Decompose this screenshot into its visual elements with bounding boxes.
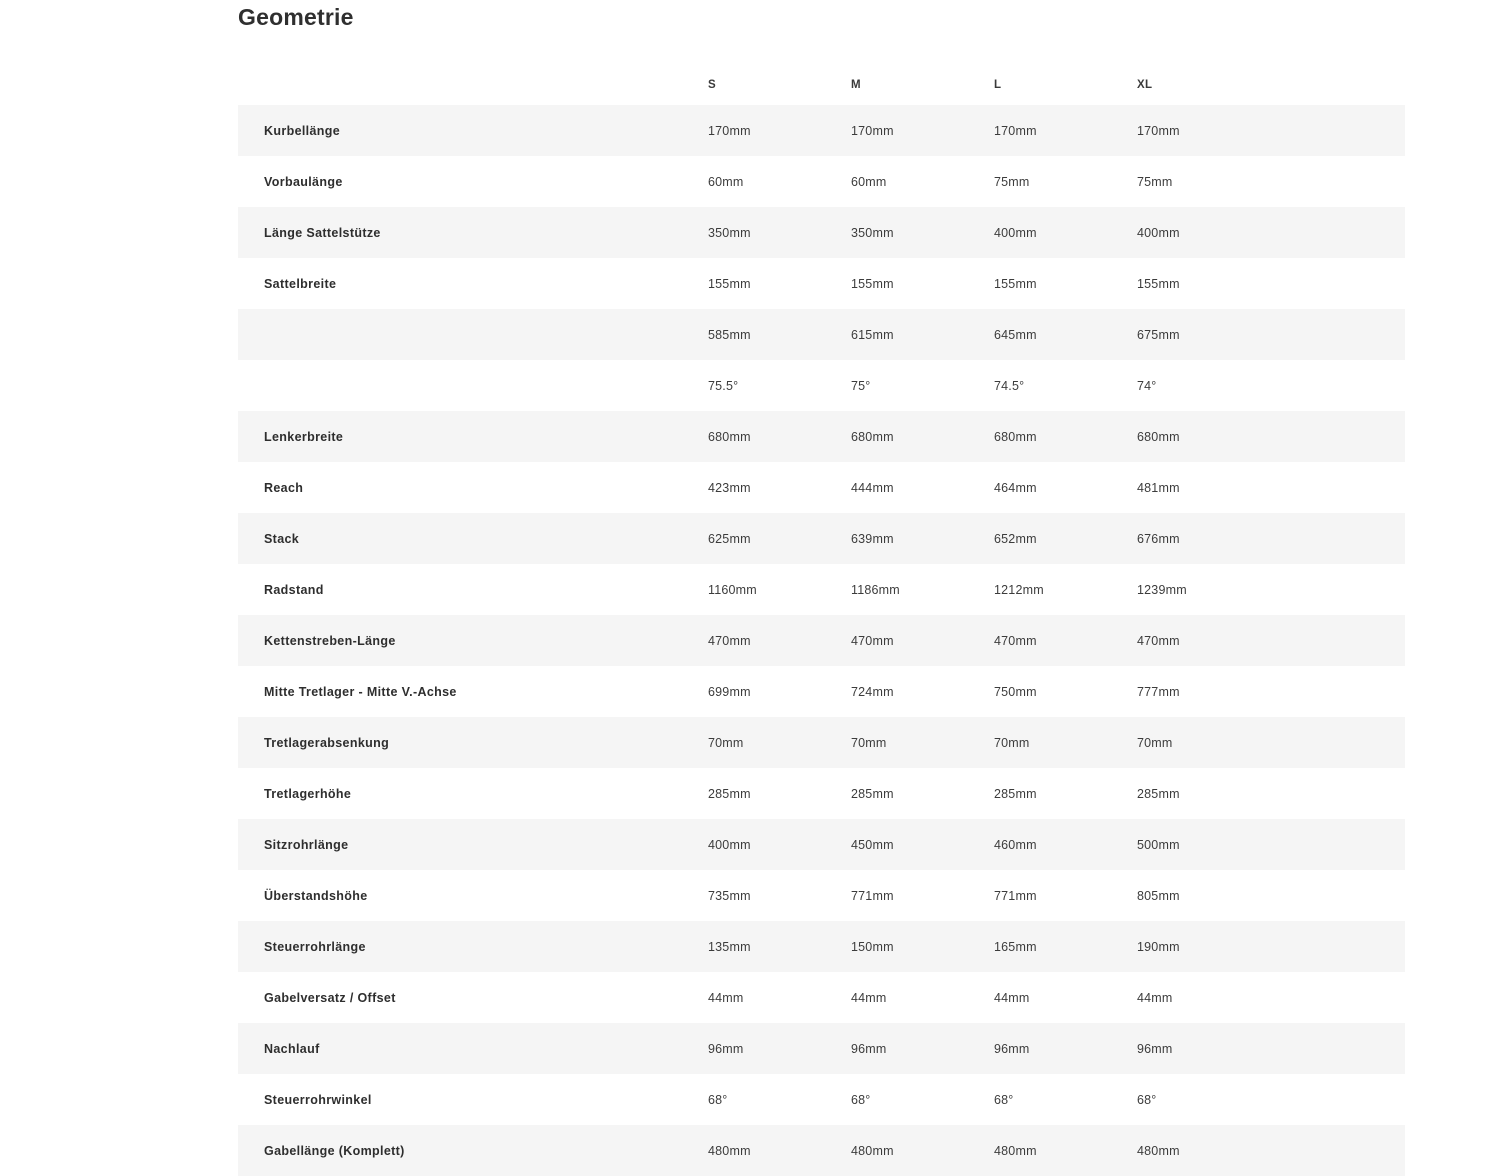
- table-header: [238, 59, 1405, 105]
- row-value: 350mm: [851, 207, 994, 258]
- table-row: [238, 156, 1405, 207]
- row-value: 170mm: [1137, 105, 1280, 156]
- row-value: 777mm: [1137, 666, 1280, 717]
- row-spacer: [1280, 258, 1405, 309]
- row-value: 60mm: [851, 156, 994, 207]
- row-value: 676mm: [1137, 513, 1280, 564]
- row-value: 805mm: [1137, 870, 1280, 921]
- row-value: 400mm: [994, 207, 1137, 258]
- row-value: 165mm: [994, 921, 1137, 972]
- row-value: 1160mm: [708, 564, 851, 615]
- row-label: Stack: [238, 513, 708, 564]
- row-label: [238, 360, 708, 411]
- table-body: [238, 105, 1405, 1176]
- row-value: 400mm: [708, 819, 851, 870]
- row-value: 481mm: [1137, 462, 1280, 513]
- table-row: [238, 717, 1405, 768]
- row-label: Kurbellänge: [238, 105, 708, 156]
- table-row: [238, 105, 1405, 156]
- row-value: 68°: [708, 1074, 851, 1125]
- table-row: [238, 564, 1405, 615]
- table-row: [238, 666, 1405, 717]
- table-row: [238, 258, 1405, 309]
- page-title: Geometrie: [238, 4, 354, 30]
- row-value: 68°: [994, 1074, 1137, 1125]
- row-value: 285mm: [708, 768, 851, 819]
- row-value: 155mm: [994, 258, 1137, 309]
- row-label: Lenkerbreite: [238, 411, 708, 462]
- row-value: 60mm: [708, 156, 851, 207]
- row-spacer: [1280, 972, 1405, 1023]
- row-value: 150mm: [851, 921, 994, 972]
- row-spacer: [1280, 1074, 1405, 1125]
- row-value: 74°: [1137, 360, 1280, 411]
- column-header-m: M: [851, 79, 861, 91]
- column-header-s: S: [708, 79, 716, 91]
- row-value: 400mm: [1137, 207, 1280, 258]
- row-value: 70mm: [1137, 717, 1280, 768]
- row-label: Sattelbreite: [238, 258, 708, 309]
- row-value: 464mm: [994, 462, 1137, 513]
- row-spacer: [1280, 768, 1405, 819]
- row-label: Nachlauf: [238, 1023, 708, 1074]
- table-row: [238, 819, 1405, 870]
- row-label: Steuerrohrwinkel: [238, 1074, 708, 1125]
- row-value: 170mm: [708, 105, 851, 156]
- row-value: 44mm: [994, 972, 1137, 1023]
- row-value: 699mm: [708, 666, 851, 717]
- row-value: 470mm: [851, 615, 994, 666]
- row-value: 771mm: [851, 870, 994, 921]
- row-value: 96mm: [851, 1023, 994, 1074]
- row-value: 470mm: [708, 615, 851, 666]
- row-value: 285mm: [851, 768, 994, 819]
- row-value: 1212mm: [994, 564, 1137, 615]
- row-label: Länge Sattelstütze: [238, 207, 708, 258]
- row-value: 585mm: [708, 309, 851, 360]
- row-spacer: [1280, 921, 1405, 972]
- column-header-xl: XL: [1137, 79, 1153, 91]
- table-header-row: [238, 59, 1405, 105]
- row-value: 44mm: [708, 972, 851, 1023]
- row-spacer: [1280, 462, 1405, 513]
- row-value: 155mm: [851, 258, 994, 309]
- row-value: 480mm: [994, 1125, 1137, 1176]
- row-value: 480mm: [1137, 1125, 1280, 1176]
- row-value: 680mm: [851, 411, 994, 462]
- table-row: [238, 513, 1405, 564]
- row-value: 639mm: [851, 513, 994, 564]
- row-spacer: [1280, 819, 1405, 870]
- row-value: 652mm: [994, 513, 1137, 564]
- row-value: 680mm: [708, 411, 851, 462]
- column-header-l: L: [994, 79, 1002, 91]
- row-label: Gabellänge (Komplett): [238, 1125, 708, 1176]
- table-row: [238, 207, 1405, 258]
- table-row: [238, 921, 1405, 972]
- row-value: 70mm: [708, 717, 851, 768]
- row-value: 350mm: [708, 207, 851, 258]
- column-header-label: [238, 59, 708, 105]
- row-spacer: [1280, 666, 1405, 717]
- geometry-content: [238, 0, 1262, 1176]
- row-value: 155mm: [708, 258, 851, 309]
- row-value: 724mm: [851, 666, 994, 717]
- row-value: 500mm: [1137, 819, 1280, 870]
- row-spacer: [1280, 1023, 1405, 1074]
- row-spacer: [1280, 513, 1405, 564]
- row-spacer: [1280, 309, 1405, 360]
- row-value: 675mm: [1137, 309, 1280, 360]
- row-spacer: [1280, 105, 1405, 156]
- row-value: 96mm: [1137, 1023, 1280, 1074]
- row-spacer: [1280, 411, 1405, 462]
- table-row: [238, 870, 1405, 921]
- row-value: 75mm: [994, 156, 1137, 207]
- row-value: 645mm: [994, 309, 1137, 360]
- row-spacer: [1280, 1125, 1405, 1176]
- row-value: 170mm: [851, 105, 994, 156]
- row-label: Steuerrohrlänge: [238, 921, 708, 972]
- row-value: 460mm: [994, 819, 1137, 870]
- row-spacer: [1280, 870, 1405, 921]
- row-value: 423mm: [708, 462, 851, 513]
- row-value: 680mm: [994, 411, 1137, 462]
- row-value: 135mm: [708, 921, 851, 972]
- row-value: 190mm: [1137, 921, 1280, 972]
- row-label: Reach: [238, 462, 708, 513]
- row-label: Radstand: [238, 564, 708, 615]
- table-row: [238, 1125, 1405, 1176]
- row-value: 285mm: [1137, 768, 1280, 819]
- row-value: 444mm: [851, 462, 994, 513]
- row-value: 96mm: [708, 1023, 851, 1074]
- row-value: 68°: [851, 1074, 994, 1125]
- row-label: Tretlagerhöhe: [238, 768, 708, 819]
- row-label: Vorbaulänge: [238, 156, 708, 207]
- row-spacer: [1280, 360, 1405, 411]
- geometry-table: [238, 59, 1405, 1176]
- row-value: 750mm: [994, 666, 1137, 717]
- row-spacer: [1280, 615, 1405, 666]
- row-value: 470mm: [994, 615, 1137, 666]
- column-header-spacer: [1280, 59, 1405, 105]
- row-value: 625mm: [708, 513, 851, 564]
- row-value: 735mm: [708, 870, 851, 921]
- row-spacer: [1280, 564, 1405, 615]
- row-value: 70mm: [994, 717, 1137, 768]
- table-row: [238, 1074, 1405, 1125]
- table-row: [238, 615, 1405, 666]
- row-value: 680mm: [1137, 411, 1280, 462]
- row-value: 480mm: [708, 1125, 851, 1176]
- table-row: [238, 411, 1405, 462]
- row-value: 285mm: [994, 768, 1137, 819]
- row-value: 68°: [1137, 1074, 1280, 1125]
- table-row: [238, 360, 1405, 411]
- table-row: [238, 462, 1405, 513]
- row-spacer: [1280, 717, 1405, 768]
- row-value: 1186mm: [851, 564, 994, 615]
- row-value: 771mm: [994, 870, 1137, 921]
- row-value: 450mm: [851, 819, 994, 870]
- table-row: [238, 309, 1405, 360]
- row-value: 75°: [851, 360, 994, 411]
- row-value: 44mm: [851, 972, 994, 1023]
- table-row: [238, 972, 1405, 1023]
- table-row: [238, 768, 1405, 819]
- row-value: 96mm: [994, 1023, 1137, 1074]
- row-value: 1239mm: [1137, 564, 1280, 615]
- table-row: [238, 1023, 1405, 1074]
- row-label: Kettenstreben-Länge: [238, 615, 708, 666]
- row-label: Mitte Tretlager - Mitte V.-Achse: [238, 666, 708, 717]
- row-label: Sitzrohrlänge: [238, 819, 708, 870]
- row-value: 74.5°: [994, 360, 1137, 411]
- row-value: 75mm: [1137, 156, 1280, 207]
- row-value: 480mm: [851, 1125, 994, 1176]
- row-value: 75.5°: [708, 360, 851, 411]
- row-value: 155mm: [1137, 258, 1280, 309]
- row-spacer: [1280, 156, 1405, 207]
- row-value: 470mm: [1137, 615, 1280, 666]
- row-label: Gabelversatz / Offset: [238, 972, 708, 1023]
- row-value: 170mm: [994, 105, 1137, 156]
- row-spacer: [1280, 207, 1405, 258]
- row-value: 615mm: [851, 309, 994, 360]
- row-label: Tretlagerabsenkung: [238, 717, 708, 768]
- row-value: 44mm: [1137, 972, 1280, 1023]
- row-label: Überstandshöhe: [238, 870, 708, 921]
- row-value: 70mm: [851, 717, 994, 768]
- row-label: [238, 309, 708, 360]
